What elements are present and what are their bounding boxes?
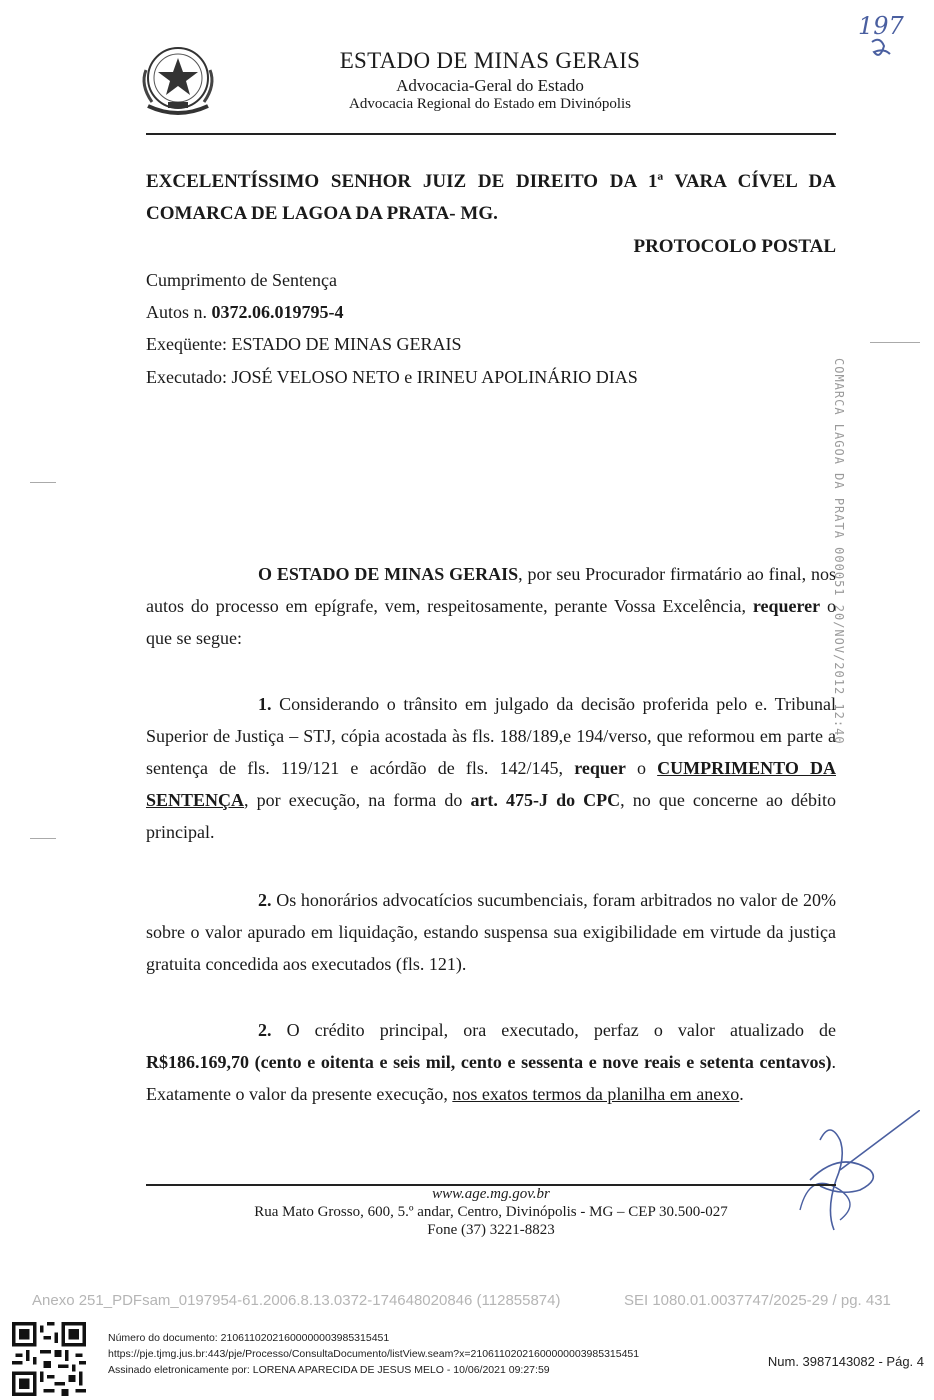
addressee-line-2: COMARCA DE LAGOA DA PRATA- MG. [146, 203, 498, 224]
qr-code-icon[interactable] [12, 1322, 86, 1396]
intro-paragraph: O ESTADO DE MINAS GERAIS, por seu Procurador firmatário ao final, nos autos do processo em epígrafe, vem, respeitosamente, perante Vossa Excelência, requerer o que se segue: [146, 564, 836, 648]
addressee-line-1: EXCELENTÍSSIMO SENHOR JUIZ DE DIREITO DA 1ª VARA CÍVEL DA [146, 171, 836, 192]
footer-website: www.age.mg.gov.br [432, 1186, 550, 1202]
header-rule [146, 133, 836, 135]
svg-text:197: 197 [858, 12, 904, 40]
protocolo-postal: PROTOCOLO POSTAL [633, 236, 836, 257]
item-2-paragraph: 2. Os honorários advocatícios sucumbenciais, foram arbitrados no valor de 20% sobre o valor apurado em liquidação, estando suspensa sua exigibilidade em virtude da justiça gratuita concedida aos executados (fls. 121). [146, 890, 836, 974]
footer-address: Rua Mato Grosso, 600, 5.º andar, Centro, Divinópolis - MG – CEP 30.500-027 [254, 1204, 728, 1220]
header-regional: Advocacia Regional do Estado em Divinópolis [348, 96, 632, 112]
scan-mark [870, 342, 920, 343]
scan-mark [30, 482, 56, 483]
pje-document-url[interactable]: https://pje.tjmg.jus.br:443/pje/Processo/ConsultaDocumento/listView.seam?x=21061102021600000003985315451 [108, 1348, 640, 1360]
scan-mark [30, 838, 56, 839]
pje-document-number: Número do documento: 21061102021600000003985315451 [108, 1332, 390, 1344]
footer-phone: Fone (37) 3221-8823 [427, 1222, 555, 1238]
item-1-paragraph: 1. Considerando o trânsito em julgado da decisão proferida pelo e. Tribunal Superior de Justiça – STJ, cópia acostada às fls. 188/189,e 194/verso, que reformou em parte a sentença de fls. 119/121 e acórdão de fls. 142/145, requer o CUMPRIMENTO DA SENTENÇA, por execução, na forma do art. 475-J do CPC, no que concerne ao débito principal. [146, 694, 837, 842]
case-executado: Executado: JOSÉ VELOSO NETO e IRINEU APOLINÁRIO DIAS [146, 367, 638, 387]
annex-reference: Anexo 251_PDFsam_0197954-61.2006.8.13.0372-174648020846 (112855874) [32, 1292, 561, 1309]
pje-signature-info: Assinado eletronicamente por: LORENA APARECIDA DE JESUS MELO - 10/06/2021 09:27:59 [108, 1364, 550, 1376]
case-type: Cumprimento de Sentença [146, 270, 337, 290]
coat-of-arms-seal [138, 40, 218, 120]
case-exequente: Exeqüente: ESTADO DE MINAS GERAIS [146, 334, 462, 354]
item-3-paragraph: 2. O crédito principal, ora executado, perfaz o valor atualizado de R$186.169,70 (cento e oitenta e seis mil, cento e sessenta e nove reais e setenta centavos). Exatamente o valor da presente execução, nos exatos termos da planilha em anexo. [146, 1020, 836, 1104]
header-agency: Advocacia-Geral do Estado [396, 76, 584, 95]
pje-num-page: Num. 3987143082 - Pág. 4 [767, 1354, 924, 1369]
sei-reference: SEI 1080.01.0037747/2025-29 / pg. 431 [624, 1292, 891, 1309]
case-number: 0372.06.019795-4 [211, 302, 344, 322]
case-autos: Autos n. 0372.06.019795-4 [146, 302, 344, 322]
header-state: ESTADO DE MINAS GERAIS [339, 48, 641, 73]
handwritten-page-number [852, 6, 912, 66]
received-stamp: COMARCA LAGOA DA PRATA 000051 20/NOV/2012 12:40 [832, 358, 846, 745]
